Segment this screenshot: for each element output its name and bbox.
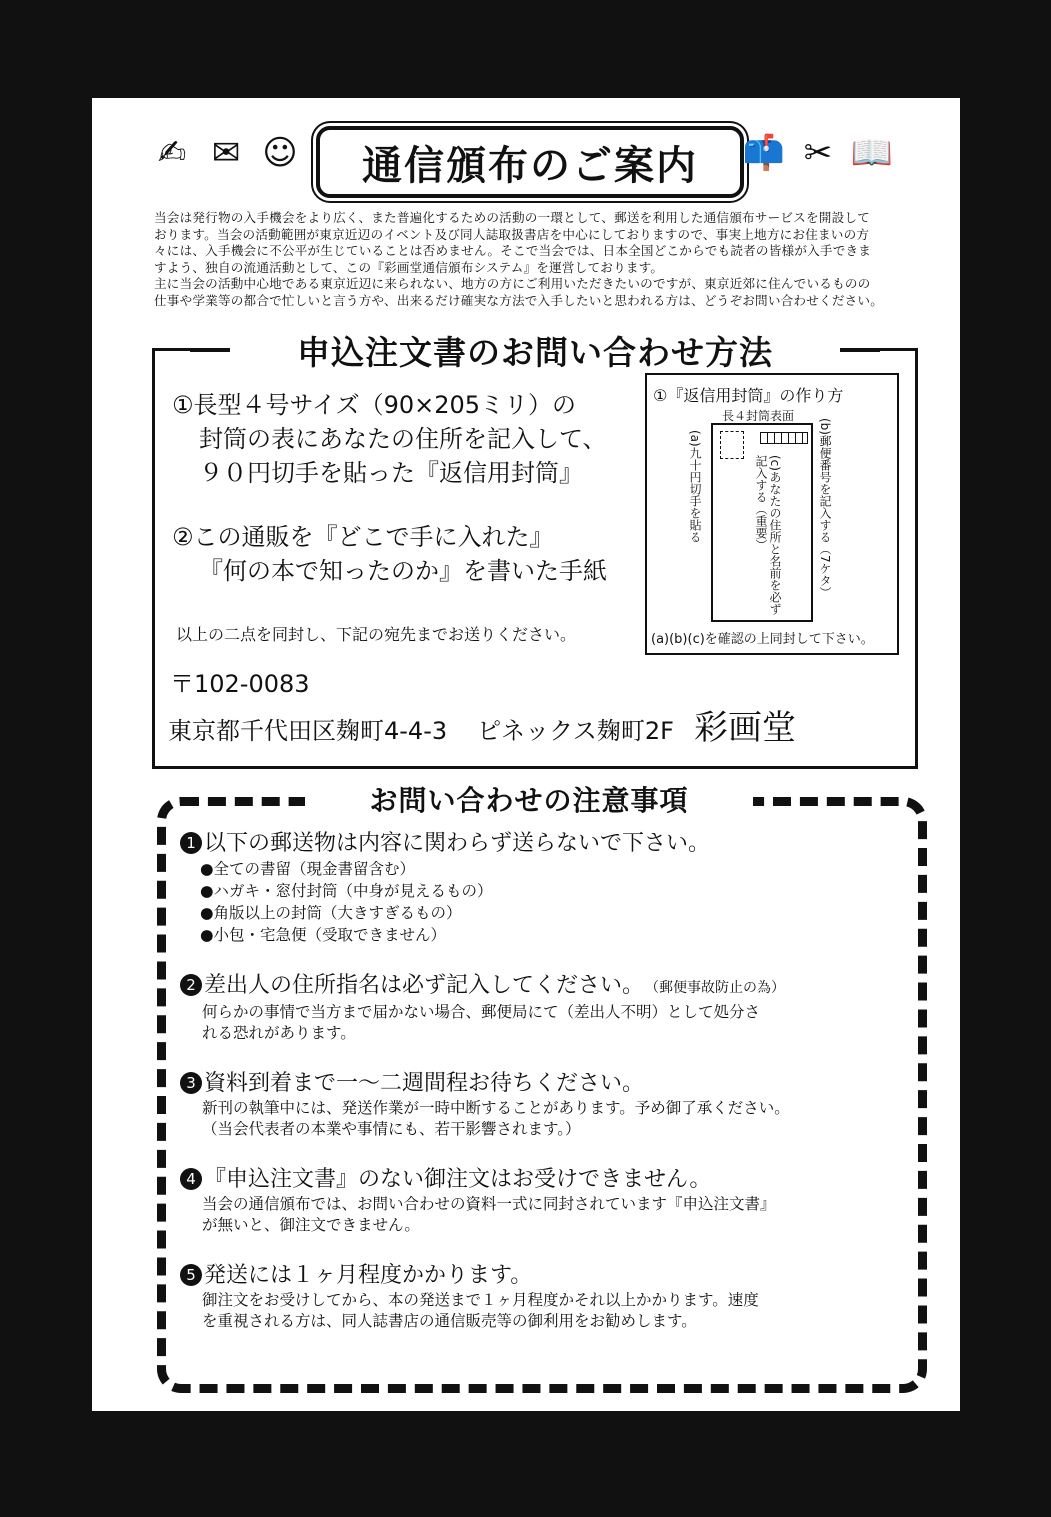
step2-line: 『何の本で知ったのか』を書いた手紙 [199,557,607,585]
enclose-instruction: 以上の二点を同封し、下記の宛先までお送りください。 [176,625,577,644]
note-4 [180,1166,892,1236]
mailing-address [168,700,908,749]
notes-list [180,830,892,1358]
envelope-guide-subheading: 長４封筒表面 [722,409,795,423]
postal-code: 〒102-0083 [170,670,310,698]
step1-line: ９０円切手を貼った『返信用封筒』 [199,459,583,487]
note-bullet: ●全ての書留（現金書留含む） [200,860,416,878]
header-icons-right [742,128,894,178]
step1-line: 封筒の表にあなたの住所を記入して、 [199,425,607,453]
note-body-line: （当会代表者の本業や事情にも、若干影響されます。） [202,1120,581,1138]
note-body-line: が無いと、御注文できません。 [202,1216,420,1234]
note-number: 5 [180,1264,202,1286]
order-steps [172,388,632,588]
note-body-line: 新刊の執筆中には、発送作業が一時中断することがあります。予め御了承ください。 [202,1099,790,1117]
note-heading: 差出人の住所指名は必ず記入してください。 [204,973,645,998]
envelope-note-b: (b)郵便番号を記入する（7ケタ） [818,418,832,599]
note-number: 2 [180,974,202,996]
writing-icon: ✍ [157,133,187,173]
zip-boxes [760,432,808,444]
organization-name: 彩画堂 [693,708,796,748]
stamp-placeholder [720,431,744,459]
intro-line: おります。当会の活動範囲が東京近辺のイベント及び同人誌取扱書店を中心にしておりますので、事実上地方にお住まいの方 [154,226,870,242]
intro-text [154,210,934,309]
note-body-line: れる恐れがあります。 [202,1024,356,1042]
book-icon: 📖 [850,133,894,173]
note-aside: （郵便事故防止の為） [652,980,786,996]
envelope-scissors-icon: ✂ [803,133,833,173]
note-heading: 『申込注文書』のない御注文はお受けできません。 [204,1167,712,1192]
note-number: 4 [180,1168,202,1190]
note-heading: 以下の郵送物は内容に関わらず送らないで下さい。 [204,831,711,856]
intro-line: 々には、入手機会に不公平が生じていることは否めません。そこで当会では、日本全国どこからでも読者の皆様が入手できま [154,243,872,258]
note-body-line: 当会の通信頒布では、お問い合わせの資料一式に同封されています『申込注文書』 [202,1195,776,1213]
envelope-guide-footer: (a)(b)(c)を確認の上同封して下さい。 [651,632,874,647]
envelope-note-a: (a)九十円切手を貼る [688,430,702,543]
letter-icon: ✉ [211,133,241,173]
step2-line: ②この通販を『どこで手に入れた』 [172,523,554,551]
note-number: 3 [180,1072,202,1094]
smiley-icon: ☺ [262,133,298,173]
note-heading: 資料到着まで一～二週間程お待ちください。 [204,1071,645,1096]
note-bullet: ●小包・宅急便（受取できません） [200,926,447,944]
page-number: 46 [514,1422,537,1442]
intro-line: すよう、独自の流通活動として、この『彩画堂通信頒布システム』を運営しております。 [154,259,664,275]
intro-line: 当会は発行物の入手機会をより広く、また普遍化するための活動の一環として、郵送を利用した通信頒布サービスを開設して [154,210,870,225]
note-1 [180,830,892,946]
note-bullet: ●ハガキ・窓付封筒（中身が見えるもの） [200,882,493,900]
note-number: 1 [180,832,202,854]
note-body-line: 何らかの事情で当方まで届かない場合、郵便局にて（差出人不明）として処分さ [202,1003,761,1021]
note-body-line: 御注文をお受けしてから、本の発送まで１ヶ月程度かそれ以上かかります。速度 [202,1291,759,1309]
intro-line: 主に当会の活動中心地である東京近辺に来られない、地方の方にご利用いただきたいのですが、東京近郊に住んでいるものの [154,276,871,291]
header-icons-left [150,128,302,178]
intro-line: 仕事や学業等の都合で忙しいと言う方や、出来るだけ確実な方法で入手したいと思われる方は、どうぞお問い合わせください。 [154,292,883,308]
note-heading: 発送には１ヶ月程度かかります。 [204,1263,533,1288]
envelope-note-c: (c)あなたの住所と名前を必ず記入する（重要） [754,455,782,615]
address-building: ピネックス麹町2F [477,717,674,745]
page-title: 通信頒布のご案内 [316,126,744,198]
order-method-title: 申込注文書のお問い合わせ方法 [230,326,840,374]
address-street: 東京都千代田区麹町4-4-3 [168,717,448,745]
step1-line: ①長型４号サイズ（90×205ミリ）の [172,391,577,419]
note-2 [180,972,892,1044]
note-body-line: を重視される方は、同人誌書店の通信販売等の御利用をお勧めします。 [202,1312,697,1330]
mailbox-icon: 📫 [742,133,786,173]
note-3 [180,1070,892,1140]
note-bullet: ●角版以上の封筒（大きすぎるもの） [200,904,462,922]
notes-title: お問い合わせの注意事項 [305,778,753,820]
envelope-guide-heading: ①『返信用封筒』の作り方 [653,386,844,405]
note-5 [180,1262,892,1332]
